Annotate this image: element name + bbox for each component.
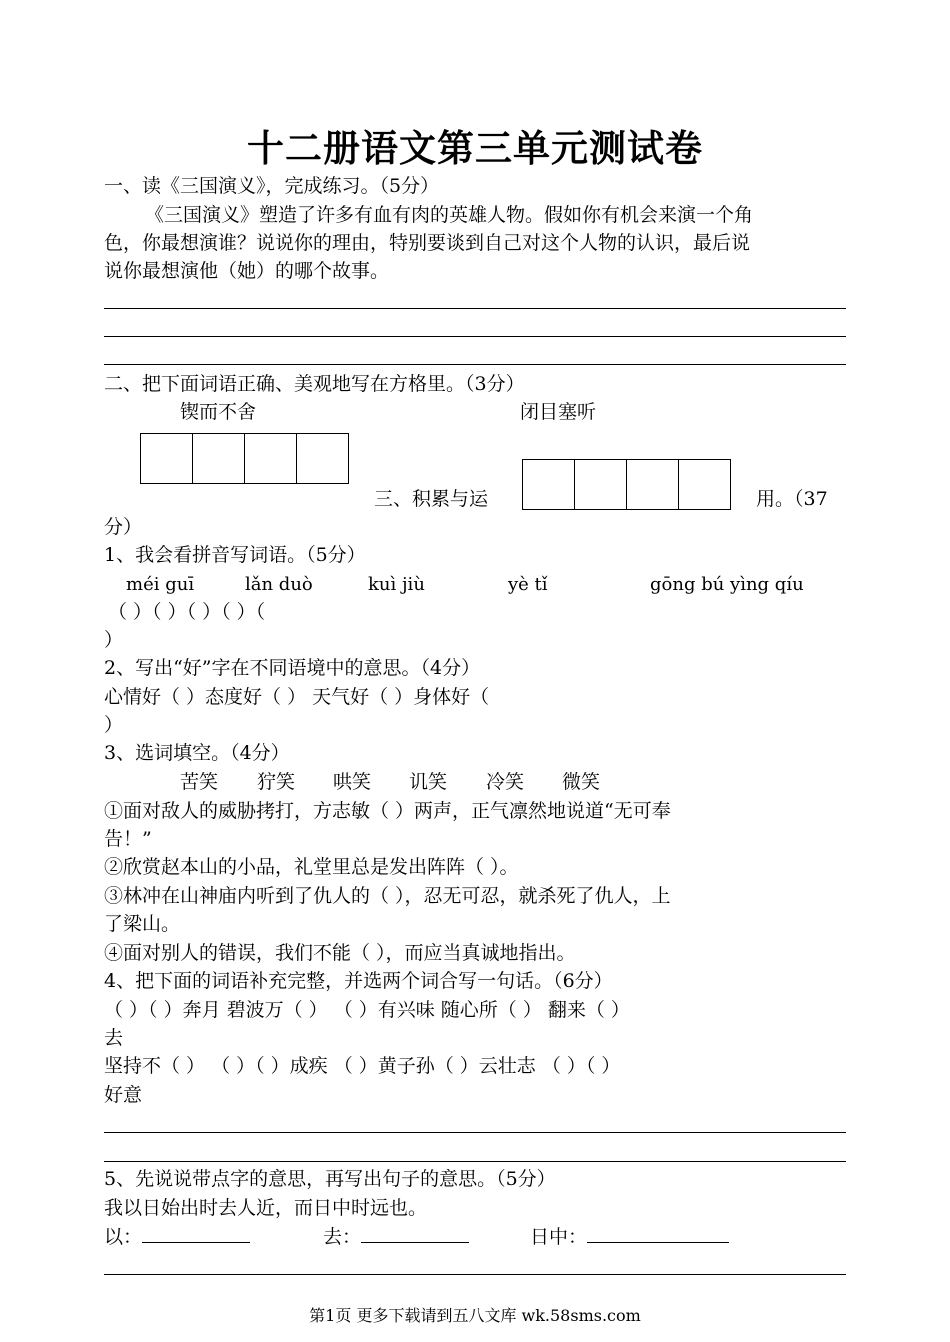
grid-cell[interactable] bbox=[193, 434, 245, 483]
answer-line[interactable] bbox=[104, 336, 846, 337]
q5-heading: 5、先说说带点字的意思，再写出句子的意思。（5分） bbox=[104, 1168, 556, 1190]
writing-grid-1 bbox=[140, 433, 349, 484]
q5-field-1 bbox=[104, 1223, 250, 1251]
grid-cell[interactable] bbox=[523, 460, 575, 509]
section-1-para-line: 《三国演义》塑造了许多有血有肉的英雄人物。假如你有机会来演一个角 bbox=[145, 204, 754, 226]
answer-line[interactable] bbox=[104, 308, 846, 309]
q5-field-2 bbox=[323, 1223, 469, 1251]
pinyin: yè tǐ bbox=[508, 574, 548, 595]
word-1: 锲而不舍 bbox=[180, 401, 257, 423]
fill-blank[interactable] bbox=[142, 1242, 250, 1243]
word-choice: 哄笑 bbox=[333, 771, 372, 793]
q4-line[interactable]: 坚持不（ ） （ ）（ ）成疾 （ ）黄子孙（ ）云壮志 （ ）（ ） bbox=[104, 1055, 621, 1077]
pinyin: lǎn duò bbox=[245, 574, 313, 595]
section-2-heading: 二、把下面词语正确、美观地写在方格里。（3分） bbox=[104, 373, 525, 395]
grid-cell[interactable] bbox=[627, 460, 679, 509]
fill-blank[interactable] bbox=[361, 1242, 469, 1243]
fill-blank[interactable] bbox=[587, 1242, 729, 1243]
grid-cell[interactable] bbox=[297, 434, 348, 483]
pinyin: méi guī bbox=[126, 574, 195, 595]
writing-grid-2 bbox=[522, 459, 731, 510]
q3-sentence[interactable]: ②欣赏赵本山的小品，礼堂里总是发出阵阵（ ）。 bbox=[104, 856, 519, 878]
word-choice: 苦笑 bbox=[180, 771, 219, 793]
section-3-heading: 三、积累与运 bbox=[374, 488, 489, 510]
section-1-heading: 一、读《三国演义》，完成练习。（5分） bbox=[104, 175, 440, 197]
word-choice: 狞笑 bbox=[257, 771, 296, 793]
q3-sentence[interactable]: ③林冲在山神庙内听到了仇人的（ ），忍无可忍，就杀死了仇人，上 bbox=[104, 885, 671, 907]
q3-sentence: 告！” bbox=[104, 828, 152, 850]
section-1-para-line: 色，你最想演谁？说说你的理由，特别要谈到自己对这个人物的认识，最后说 bbox=[104, 232, 751, 254]
answer-line[interactable] bbox=[104, 364, 846, 365]
q5-field-label: 日中： bbox=[530, 1226, 588, 1248]
word-choice: 讥笑 bbox=[409, 771, 448, 793]
word-2: 闭目塞听 bbox=[520, 401, 597, 423]
grid-cell[interactable] bbox=[679, 460, 730, 509]
q1-heading: 1、我会看拼音写词语。（5分） bbox=[104, 544, 366, 566]
q4-line[interactable]: （ ）（ ）奔月 碧波万（ ） （ ）有兴味 随心所（ ） 翻来（ ） bbox=[104, 999, 630, 1021]
q5-field-label: 去： bbox=[323, 1226, 362, 1248]
q5-field-3 bbox=[530, 1223, 729, 1251]
q3-sentence[interactable]: ①面对敌人的威胁拷打，方志敏（ ）两声，正气凛然地说道“无可奉 bbox=[104, 800, 671, 822]
section-3-heading-cont: 分） bbox=[104, 516, 143, 538]
q5-field-label: 以： bbox=[104, 1226, 143, 1248]
q4-line: 好意 bbox=[104, 1084, 143, 1106]
answer-parens[interactable]: （ ）（ ）（ ）（ ）（ bbox=[108, 601, 266, 623]
pinyin: kuì jiù bbox=[368, 574, 425, 595]
answer-line[interactable] bbox=[104, 1274, 846, 1275]
grid-cell[interactable] bbox=[575, 460, 627, 509]
section-1-para-line: 说你最想演他（她）的哪个故事。 bbox=[104, 260, 390, 282]
q4-line: 去 bbox=[104, 1027, 124, 1049]
word-choice: 冷笑 bbox=[486, 771, 525, 793]
q3-sentence[interactable]: ④面对别人的错误，我们不能（ ），而应当真诚地指出。 bbox=[104, 942, 576, 964]
q4-heading: 4、把下面的词语补充完整，并选两个词合写一句话。（6分） bbox=[104, 970, 613, 992]
answer-line[interactable] bbox=[104, 1132, 846, 1133]
q2-line-end: ） bbox=[104, 714, 124, 736]
grid-cell[interactable] bbox=[141, 434, 193, 483]
page-footer: 第1页 更多下载请到五八文库 wk.58sms.com bbox=[309, 1306, 641, 1325]
section-3-heading-cont: 用。（37 bbox=[756, 488, 828, 510]
q3-sentence: 了梁山。 bbox=[104, 913, 181, 935]
q5-sentence: 我以日始出时去人近，而日中时远也。 bbox=[104, 1197, 428, 1219]
q2-heading: 2、写出“好”字在不同语境中的意思。（4分） bbox=[104, 657, 481, 679]
pinyin: gōng bú yìng qíu bbox=[650, 574, 804, 595]
q3-heading: 3、选词填空。（4分） bbox=[104, 742, 290, 764]
grid-cell[interactable] bbox=[245, 434, 297, 483]
page-title: 十二册语文第三单元测试卷 bbox=[247, 126, 703, 170]
word-choice: 微笑 bbox=[562, 771, 601, 793]
answer-line[interactable] bbox=[104, 1161, 846, 1162]
q2-line[interactable]: 心情好（ ）态度好（ ） 天气好（ ）身体好（ bbox=[104, 686, 490, 708]
answer-parens-end: ） bbox=[104, 629, 124, 651]
